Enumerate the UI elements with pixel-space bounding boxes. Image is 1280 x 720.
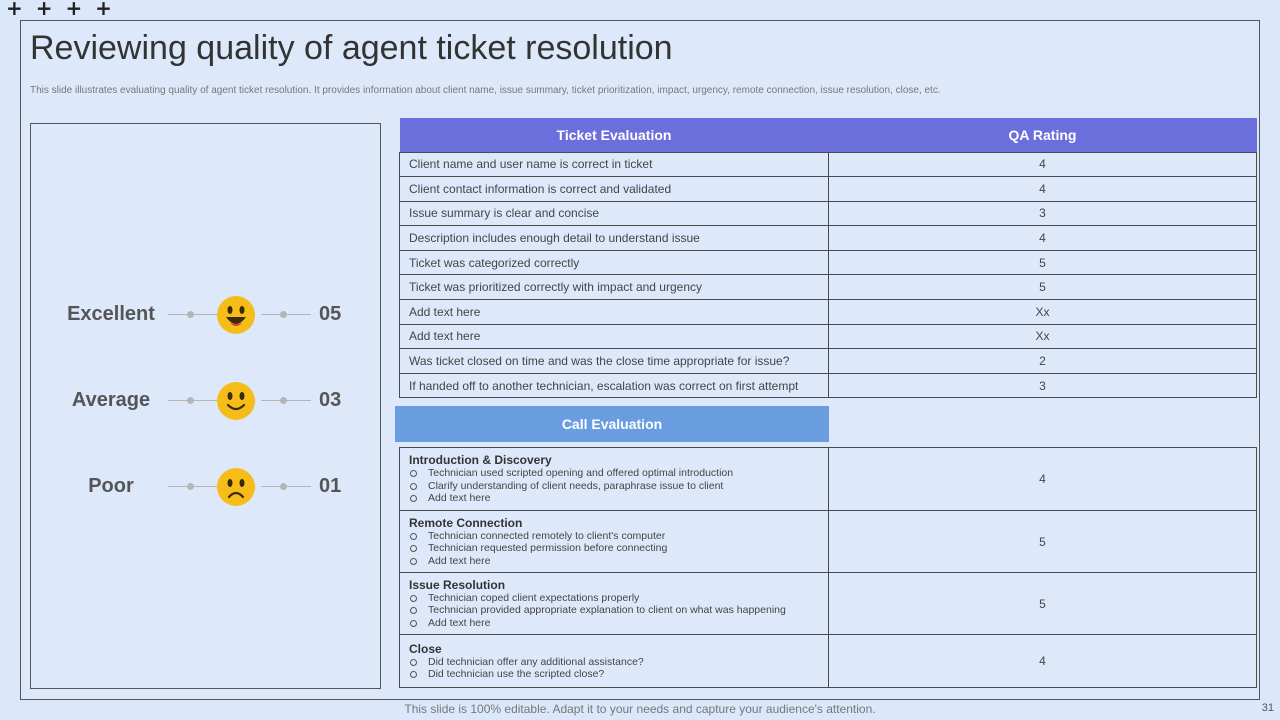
- criterion-cell: If handed off to another technician, escalation was correct on first attempt: [400, 373, 829, 398]
- ticket-evaluation-header: Ticket Evaluation: [400, 118, 829, 152]
- smiling-face-icon: [217, 382, 255, 420]
- rating-cell: 4: [829, 152, 1257, 177]
- rating-label: Average: [71, 389, 151, 411]
- rating-label: Poor: [88, 475, 134, 497]
- rating-row-excellent: [31, 295, 382, 335]
- bullet-item: Technician requested permission before connecting: [409, 542, 819, 555]
- criterion-cell: Ticket was categorized correctly: [400, 250, 829, 275]
- rating-cell: 3: [829, 201, 1257, 226]
- decorative-plus-marks: + + + +: [6, 0, 115, 20]
- criterion-cell: [400, 635, 829, 688]
- table-row: [400, 201, 1257, 226]
- table-row: [400, 349, 1257, 374]
- criterion-cell: Description includes enough detail to understand issue: [400, 226, 829, 251]
- slide-title: Reviewing quality of agent ticket resolution: [30, 29, 673, 67]
- bullet-item: Technician connected remotely to client's computer: [409, 530, 819, 543]
- slide-subtitle: This slide illustrates evaluating quality of agent ticket resolution. It provides information about client name, issue summary, ticket prioritization, impact, urgency, remote connection, issue resolution, close, etc.: [30, 85, 941, 96]
- criterion-cell: [400, 448, 829, 511]
- criterion-cell: Client name and user name is correct in ticket: [400, 152, 829, 177]
- table-row: [400, 152, 1257, 177]
- laughing-face-icon: [217, 296, 255, 334]
- table-header-row: [400, 118, 1257, 152]
- call-evaluation-header: Call Evaluation: [395, 406, 829, 442]
- table-row: [400, 300, 1257, 325]
- sad-face-icon: [217, 468, 255, 506]
- bullet-item: Did technician offer any additional assistance?: [409, 656, 819, 669]
- connector-dot: [280, 483, 287, 490]
- rating-cell: 4: [829, 177, 1257, 202]
- rating-cell: Xx: [829, 324, 1257, 349]
- bullet-item: Clarify understanding of client needs, paraphrase issue to client: [409, 480, 819, 493]
- table-row: [400, 635, 1257, 688]
- bullet-item: Add text here: [409, 617, 819, 630]
- criterion-cell: Add text here: [400, 300, 829, 325]
- section-title: Issue Resolution: [409, 577, 506, 592]
- criterion-cell: [400, 573, 829, 635]
- criterion-cell: Add text here: [400, 324, 829, 349]
- table-row: [400, 448, 1257, 511]
- bullet-item: Add text here: [409, 555, 819, 568]
- rating-cell: 4: [829, 226, 1257, 251]
- bullet-item: Did technician use the scripted close?: [409, 668, 819, 681]
- rating-cell: Xx: [829, 300, 1257, 325]
- table-row: [400, 573, 1257, 635]
- rating-value: 01: [319, 475, 342, 497]
- rating-cell: 5: [829, 573, 1257, 635]
- criterion-cell: Client contact information is correct and validated: [400, 177, 829, 202]
- rating-value: 05: [319, 303, 342, 325]
- rating-cell: 5: [829, 250, 1257, 275]
- table-row: [400, 324, 1257, 349]
- section-title: Remote Connection: [409, 515, 523, 530]
- table-row: [400, 177, 1257, 202]
- table-row: [400, 511, 1257, 573]
- bullet-item: Technician coped client expectations properly: [409, 592, 819, 605]
- bullet-item: Technician provided appropriate explanation to client on what was happening: [409, 604, 819, 617]
- ticket-evaluation-table: [399, 118, 1257, 398]
- rating-label: Excellent: [67, 303, 155, 325]
- page-number: 31: [1261, 702, 1274, 714]
- criterion-cell: [400, 511, 829, 573]
- table-row: [400, 250, 1257, 275]
- footer-note: This slide is 100% editable. Adapt it to your needs and capture your audience's attention.: [404, 702, 876, 716]
- rating-cell: 5: [829, 511, 1257, 573]
- rating-cell: 3: [829, 373, 1257, 398]
- criterion-cell: Was ticket closed on time and was the close time appropriate for issue?: [400, 349, 829, 374]
- rating-legend-panel: [30, 123, 381, 689]
- connector-dot: [187, 483, 194, 490]
- qa-rating-header: QA Rating: [829, 118, 1257, 152]
- rating-value: 03: [319, 389, 342, 411]
- table-row: [400, 275, 1257, 300]
- section-title: Introduction & Discovery: [409, 453, 552, 468]
- rating-cell: 4: [829, 448, 1257, 511]
- criterion-cell: Issue summary is clear and concise: [400, 201, 829, 226]
- connector-dot: [280, 311, 287, 318]
- bullet-item: Technician used scripted opening and offered optimal introduction: [409, 467, 819, 480]
- criterion-cell: Ticket was prioritized correctly with impact and urgency: [400, 275, 829, 300]
- table-row: [400, 226, 1257, 251]
- rating-row-poor: [31, 467, 382, 507]
- connector-dot: [187, 311, 194, 318]
- connector-dot: [280, 397, 287, 404]
- rating-cell: 4: [829, 635, 1257, 688]
- bullet-item: Add text here: [409, 492, 819, 505]
- rating-row-average: [31, 381, 382, 421]
- call-evaluation-table: [399, 447, 1257, 688]
- rating-cell: 5: [829, 275, 1257, 300]
- connector-dot: [187, 397, 194, 404]
- table-row: [400, 373, 1257, 398]
- rating-cell: 2: [829, 349, 1257, 374]
- section-title: Close: [409, 641, 442, 656]
